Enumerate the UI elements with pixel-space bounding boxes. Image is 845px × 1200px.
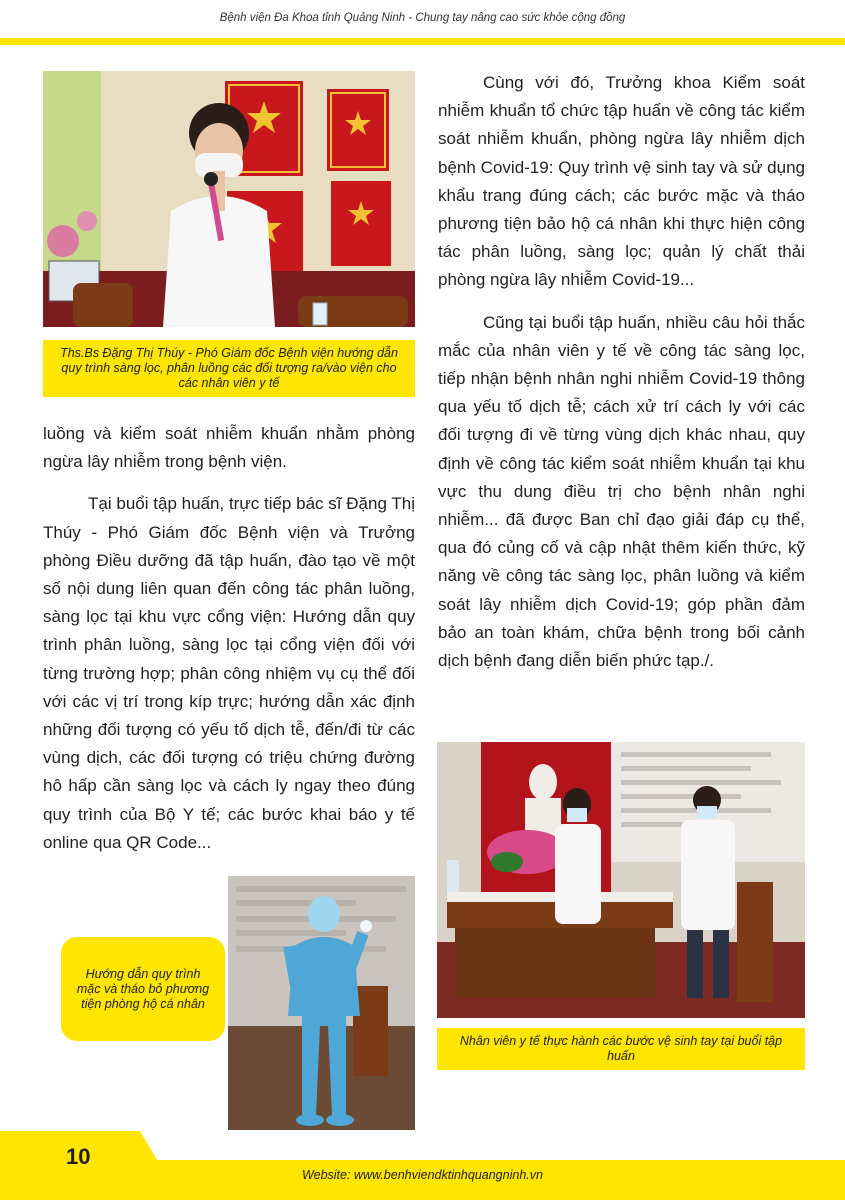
left-paragraph-1: luồng và kiểm soát nhiễm khuẩn nhằm phòng ngừa lây nhiễm trong bệnh viện.	[43, 424, 415, 472]
photo-speaker	[43, 71, 415, 327]
header-rule	[0, 38, 845, 45]
running-header: Bệnh viện Đa Khoa tỉnh Quảng Ninh - Chung tay nâng cao sức khỏe cộng đồng	[219, 12, 626, 24]
photo-ppe-demo	[228, 876, 415, 1130]
left-column	[43, 420, 415, 857]
right-paragraph-2: Cũng tại buổi tập huấn, nhiều câu hỏi thắc mắc của nhân viên y tế về công tác sàng lọc, tiếp nhận bệnh nhân nghi nhiễm Covid-19 thông qua yếu tố dịch tễ; cách xử trí cách ly với các đối tượng đi về từng vùng dịch khác nhau, quy định về công tác kiểm soát nhiễm khuẩn tại khu vực thu dung điều trị cho bệnh nhân nghi nhiễm... đã được Ban chỉ đạo giải đáp cụ thể, qua đó củng cố và cập nhật thêm kiến thức, kỹ năng về công tác sàng lọc, phân luồng và kiểm soát lây nhiễm dịch Covid-19; góp phần đảm bảo an toàn khám, chữa bệnh trong bối cảnh dịch bệnh đang diễn biến phức tạp./.	[438, 312, 805, 671]
left-paragraph-2: Tại buổi tập huấn, trực tiếp bác sĩ Đặng Thị Thúy - Phó Giám đốc Bệnh viện và Trưởng phòng Điều dưỡng đã tập huấn, đào tạo về một số nội dung liên quan đến công tác phân luồng, sàng lọc tại khu vực cổng viện: Hướng dẫn quy trình phân luồng, sàng lọc tại cổng viện đối với từng trường hợp; phân công nhiệm vụ cụ thể đối với các vị trí trong kíp trực; hướng dẫn xác định những đối tượng có yếu tố dịch tễ, đến/đi từ các vùng dịch, các đối tượng có triệu chứng đường hô hấp cần sàng lọc và cách ly ngay theo đúng quy trình của Bộ Y tế; các bước khai báo y tế online qua QR Code...	[43, 494, 415, 852]
footer-website: Website: www.benhviendktinhquangninh.vn	[302, 1168, 543, 1182]
photo-ppe-caption: Hướng dẫn quy trình mặc và tháo bỏ phương tiện phòng hộ cá nhân	[61, 937, 225, 1041]
photo-hand-hygiene-caption: Nhân viên y tế thực hành các bước vệ sinh tay tại buổi tập huấn	[437, 1028, 805, 1070]
page-number: 10	[66, 1144, 91, 1169]
right-paragraph-1: Cùng với đó, Trưởng khoa Kiểm soát nhiễm khuẩn tổ chức tập huấn về công tác kiểm soát nhiễm khuẩn, phòng ngừa lây nhiễm dịch bệnh Covid-19: Quy trình vệ sinh tay và sử dụng khẩu trang đúng cách; các bước mặc và tháo phương tiện bảo hộ cá nhân khi thực hiện công tác phân luồng, sàng lọc; quản lý chất thải phòng ngừa lây nhiễm Covid-19...	[438, 73, 805, 290]
right-column	[438, 69, 805, 675]
photo-speaker-caption: Ths.Bs Đặng Thị Thúy - Phó Giám đốc Bệnh viện hướng dẫn quy trình sàng lọc, phân luồng các đối tượng ra/vào viện cho các nhân viên y tế	[43, 340, 415, 397]
photo-hand-hygiene	[437, 742, 805, 1018]
